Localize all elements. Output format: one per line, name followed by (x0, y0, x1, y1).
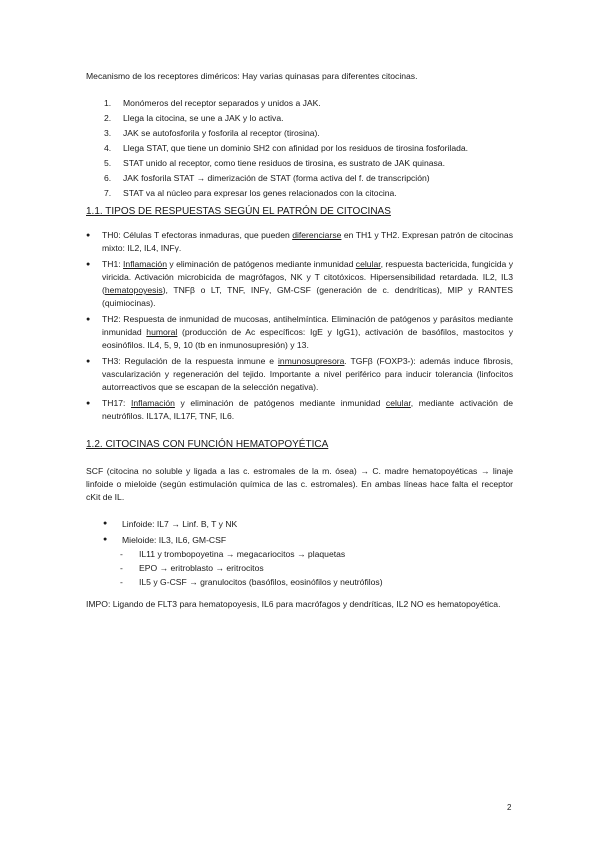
th17-underlined: celular (385, 398, 411, 408)
list-item-th3 (86, 355, 513, 394)
step-text: JAK se autofosforila y fosforila al receptor (tirosina). (123, 128, 320, 138)
list-item: - IL11 y trombopoyetina → megacariocitos → plaquetas (120, 547, 500, 561)
step-item (86, 186, 526, 201)
step-item (86, 141, 526, 156)
list-item: - EPO → eritroblasto → eritrocitos (120, 561, 500, 575)
step-item (86, 96, 526, 111)
step-number: 1. (104, 98, 112, 108)
list-item-th17 (86, 397, 513, 423)
scf-paragraph: SCF (citocina no soluble y ligada a las c. estromales de la m. ósea) → C. madre hematopoyéticas → linaje linfoide o mieloide (según estimulación química de las c. estromales). En ambas líneas hace falta el receptor cKit de IL. (86, 466, 513, 502)
th17-text: TH17: (102, 398, 131, 408)
th2-text: TH2: Respuesta de inmunidad de mucosas, antihelmíntica. Eliminación de patógenos y parásitos mediante inmunidad (102, 314, 513, 337)
step-text: STAT unido al receptor, como tiene residuos de tirosina, es sustrato de JAK quinasa. (123, 158, 445, 168)
th1-text-cont: , respuesta bactericida, fungicida y viricida. Activación microbicida de magrófagos, NK y T citotóxicos. Hipersensibilidad retardada. IL2, IL3 ( (102, 259, 513, 295)
steps-list (86, 96, 526, 201)
step-item (86, 156, 526, 171)
step-text: Monómeros del receptor separados y unidos a JAK. (123, 98, 321, 108)
section-heading-hematopoietic: 1.2. CITOCINAS CON FUNCIÓN HEMATOPOYÉTICA (86, 439, 329, 450)
step-item (86, 171, 526, 186)
mieloide-sublist (120, 547, 500, 589)
th3-text-cont: . TGFβ (FOXP3-): además induce fibrosis, vascularización y regeneración del tejido. Importante a nivel periférico para inducir tolerancia (linfocitos autorreactivos que se escapan de la selección negativa). (102, 356, 514, 392)
lineage-list (103, 517, 513, 549)
step-number: 5. (104, 158, 112, 168)
th0-text-cont: en TH1 y TH2. Expresan patrón de citocinas mixto: IL2, IL4, INFγ. (102, 230, 514, 253)
step-item (86, 126, 526, 141)
list-item-th0 (86, 229, 513, 255)
th17-text-cont: y eliminación de patógenos mediante inmunidad (174, 398, 386, 408)
th2-text-cont: (producción de Ac específicos: IgE y IgG1), activación de basófilos, mastocitos y eosinófilos. IL4, 5, 9, 10 (tb en inmunosupresión) y 13. (102, 327, 513, 350)
list-item-th1 (86, 258, 513, 310)
section-heading-th-responses: 1.1. TIPOS DE RESPUESTAS SEGÚN EL PATRÓN DE CITOCINAS (86, 206, 391, 217)
step-text: Llega la citocina, se une a JAK y lo activa. (123, 113, 284, 123)
th1-underlined: celular (355, 259, 381, 269)
th17-text-cont: , mediante activación de neutrófilos. IL17A, IL17F, TNF, IL6. (102, 398, 513, 421)
page-number: 2 (507, 803, 512, 812)
impo-note: IMPO: Ligando de FLT3 para hematopoyesis, IL6 para macrófagos y dendríticas, IL2 NO es hematopoyética. (86, 599, 501, 609)
th-types-list (86, 229, 513, 426)
step-text: JAK fosforila STAT → dimerización de STAT (forma activa del f. de transcripción) (123, 173, 430, 183)
list-item: - IL5 y G-CSF → granulocitos (basófilos, eosinófilos y neutrófilos) (120, 575, 500, 589)
step-text: Llega STAT, que tiene un dominio SH2 con afinidad por los residuos de tirosina fosforilada. (123, 143, 469, 153)
step-number: 6. (104, 173, 112, 183)
list-item-mieloide: ● Mieloide: IL3, IL6, GM-CSF (103, 533, 513, 547)
th1-underlined: Inflamación (123, 259, 167, 269)
list-item-linfoide: ● Linfoide: IL7 → Linf. B, T y NK (103, 517, 513, 531)
step-text: STAT va al núcleo para expresar los genes relacionados con la citocina. (123, 188, 397, 198)
th0-underlined: diferenciarse (292, 230, 342, 240)
th1-underlined: hematopoyesis (104, 285, 163, 295)
list-item-th2 (86, 313, 513, 352)
step-number: 2. (104, 113, 112, 123)
th1-text: TH1: (102, 259, 124, 269)
step-number: 7. (104, 188, 112, 198)
th2-underlined: humoral (146, 327, 178, 337)
intro-paragraph: Mecanismo de los receptores diméricos: Hay varias quinasas para diferentes citocinas. (86, 71, 418, 81)
th17-underlined: Inflamación (130, 398, 175, 408)
step-number: 3. (104, 128, 112, 138)
th1-text-cont: y eliminación de patógenos mediante inmunidad (166, 259, 356, 269)
th3-underlined: inmunosupresora (278, 356, 345, 366)
th0-text: TH0: Células T efectoras inmaduras, que pueden (102, 230, 293, 240)
th3-text: TH3: Regulación de la respuesta inmune e (102, 356, 278, 366)
step-item (86, 111, 526, 126)
step-number: 4. (104, 143, 112, 153)
th1-text-cont: ), TNFβ o LT, TNF, INFγ, GM-CSF (generación de c. dendríticas), MIP y RANTES (quimiocinas). (102, 285, 513, 308)
